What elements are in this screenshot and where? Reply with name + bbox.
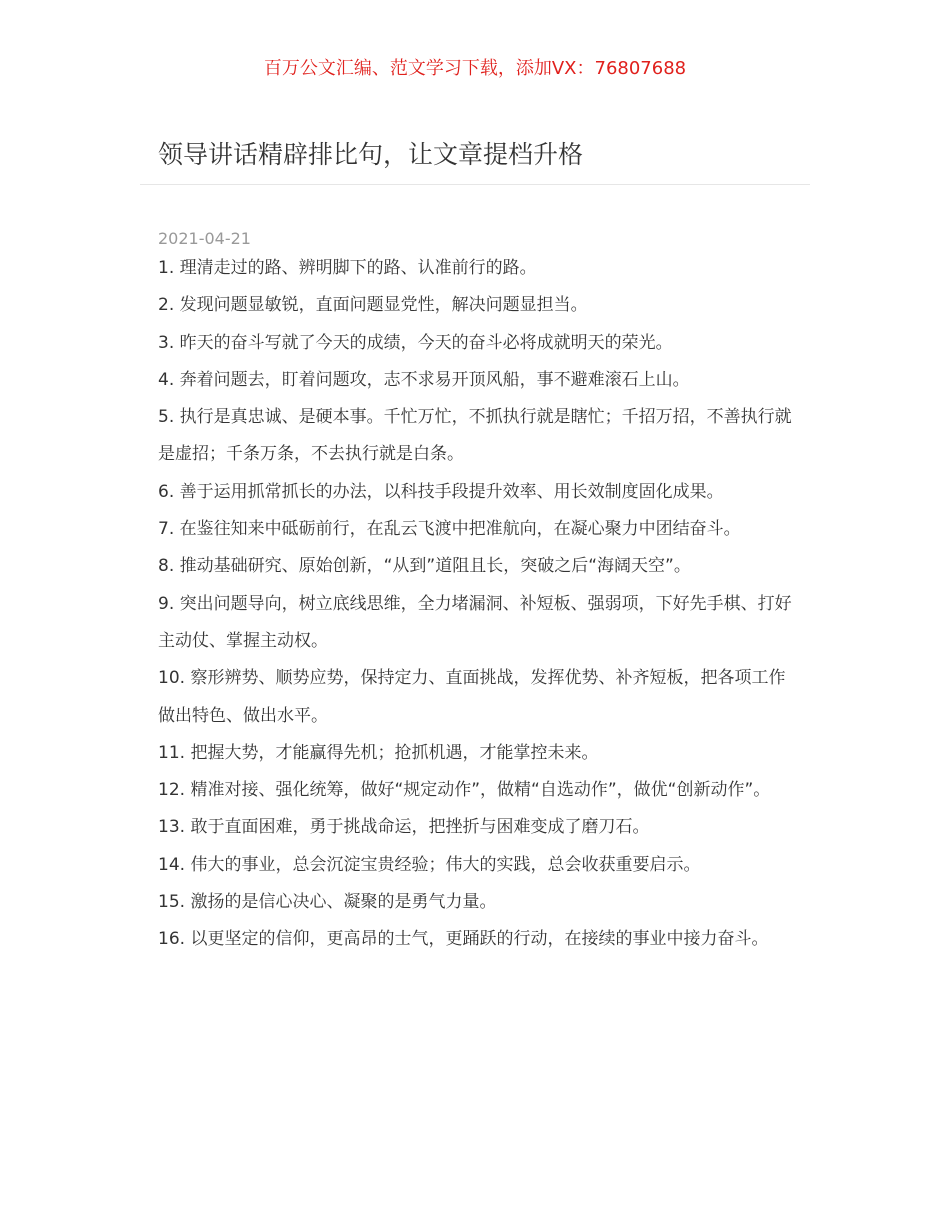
title-divider <box>140 184 810 185</box>
list-item: 8. 推动基础研究、原始创新，“从到”道阻且长，突破之后“海阔天空”。 <box>158 556 691 577</box>
list-item: 6. 善于运用抓常抓长的办法，以科技手段提升效率、用长效制度固化成果。 <box>158 481 724 502</box>
article-title: 领导讲话精辟排比句，让文章提档升格 <box>158 140 584 169</box>
list-item: 4. 奔着问题去，盯着问题攻，志不求易开顶风船，事不避难滚石上山。 <box>158 369 690 390</box>
list-item: 1. 理清走过的路、辨明脚下的路、认准前行的路。 <box>158 258 537 278</box>
list-item: 2. 发现问题显敏锐，直面问题显党性，解决问题显担当。 <box>158 295 588 316</box>
list-item: 9. 突出问题导向，树立底线思维，全力堵漏洞、补短板、强弱项，下好先手棋、打好主动仗、掌握主动权。 <box>158 593 792 651</box>
list-item: 11. 把握大势，才能赢得先机；抢抓机遇，才能掌控未来。 <box>158 742 599 763</box>
list-item: 16. 以更坚定的信仰，更高昂的士气，更踊跃的行动，在接续的事业中接力奋斗。 <box>158 929 769 950</box>
list-item: 13. 敢于直面困难，勇于挑战命运，把挫折与困难变成了磨刀石。 <box>158 817 650 838</box>
list-item: 10. 察形辨势、顺势应势，保持定力、直面挑战，发挥优势、补齐短板，把各项工作做出特色、做出水平。 <box>158 668 786 726</box>
list-item: 5. 执行是真忠诚、是硬本事。千忙万忙，不抓执行就是瞎忙；千招万招，不善执行就是虚招；千条万条，不去执行就是白条。 <box>158 407 792 465</box>
list-item: 12. 精准对接、强化统筹，做好“规定动作”，做精“自选动作”，做优“创新动作”。 <box>158 780 771 801</box>
list-item: 3. 昨天的奋斗写就了今天的成绩，今天的奋斗必将成就明天的荣光。 <box>158 332 673 353</box>
list-item: 15. 激扬的是信心决心、凝聚的是勇气力量。 <box>158 892 497 913</box>
publish-date: 2021-04-21 <box>158 229 251 248</box>
list-item: 14. 伟大的事业，总会沉淀宝贵经验；伟大的实践，总会收获重要启示。 <box>158 854 701 875</box>
promo-banner: 百万公文汇编、范文学习下载，添加VX：76807688 <box>263 58 687 79</box>
sentence-list <box>158 250 798 959</box>
list-item: 7. 在鉴往知来中砥砺前行，在乱云飞渡中把准航向，在凝心聚力中团结奋斗。 <box>158 519 741 540</box>
